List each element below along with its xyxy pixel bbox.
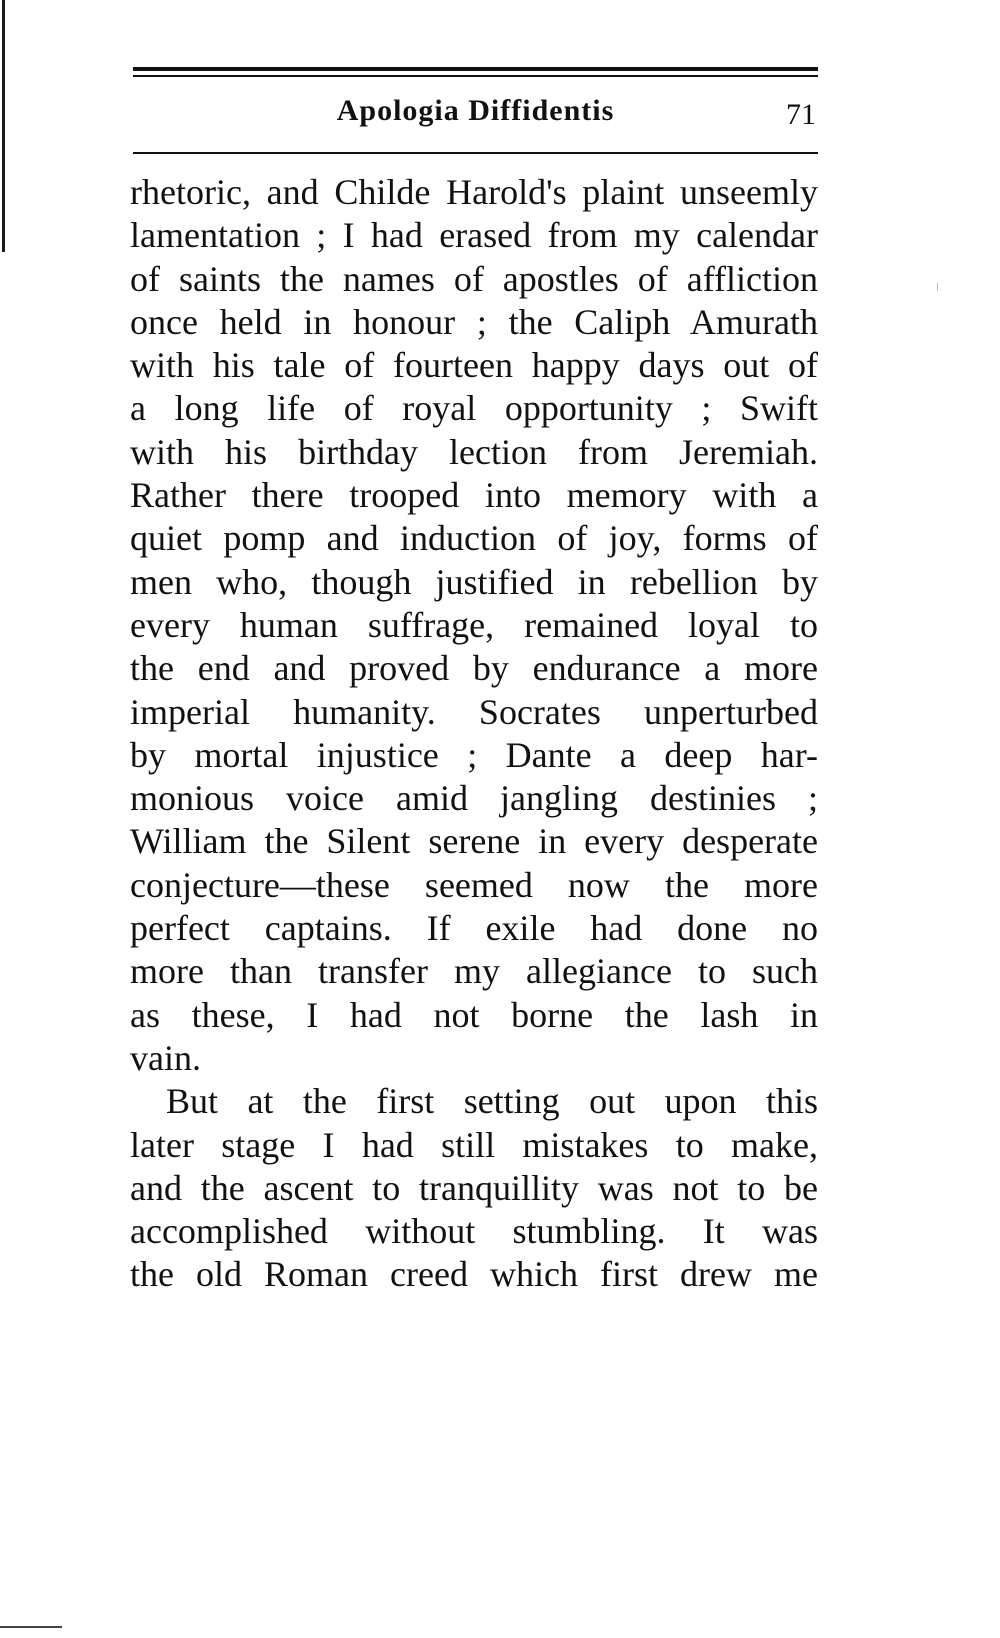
header-rule-bottom xyxy=(133,152,818,154)
text-line: perfect captains. If exile had done no xyxy=(130,908,818,949)
body-text xyxy=(130,171,818,1297)
paragraph-1 xyxy=(130,171,818,1080)
text-line: of saints the names of apostles of affliction xyxy=(130,258,818,299)
text-line: lamentation ; I had erased from my calendar xyxy=(130,215,818,256)
header-rule-thin xyxy=(133,75,818,77)
text-line: a long life of royal opportunity ; Swift xyxy=(130,388,818,429)
paragraph-2 xyxy=(130,1080,818,1296)
text-line: the end and proved by endurance a more xyxy=(130,648,818,689)
page-speck xyxy=(937,283,938,291)
text-line: accomplished without stumbling. It was xyxy=(130,1211,818,1252)
text-line: vain. xyxy=(130,1037,201,1078)
text-line: Rather there trooped into memory with a xyxy=(130,475,818,516)
text-line: monious voice amid jangling destinies ; xyxy=(130,778,818,819)
text-line: the old Roman creed which first drew me xyxy=(130,1254,818,1295)
text-line: later stage I had still mistakes to make, xyxy=(130,1124,818,1165)
text-line: every human suffrage, remained loyal to xyxy=(130,604,818,645)
text-line: But at the first setting out upon this xyxy=(166,1081,818,1122)
running-title: Apologia Diffidentis xyxy=(336,94,615,127)
text-line: with his birthday lection from Jeremiah. xyxy=(130,431,818,472)
page-left-edge xyxy=(2,0,5,252)
page-header xyxy=(133,92,818,142)
text-line: with his tale of fourteen happy days out of xyxy=(130,345,818,386)
page-number: 71 xyxy=(786,98,816,131)
text-line: once held in honour ; the Caliph Amurath xyxy=(130,301,818,342)
text-line: conjecture—these seemed now the more xyxy=(130,864,818,905)
text-line: rhetoric, and Childe Harold's plaint unseemly xyxy=(130,172,818,212)
text-line: by mortal injustice ; Dante a deep har- xyxy=(130,734,818,775)
text-line: imperial humanity. Socrates unperturbed xyxy=(130,691,818,732)
page-bottom-edge xyxy=(0,1626,62,1628)
header-rule-thick xyxy=(133,67,818,71)
text-line: quiet pomp and induction of joy, forms of xyxy=(130,518,818,559)
text-line: William the Silent serene in every desperate xyxy=(130,821,818,862)
text-line: men who, though justified in rebellion by xyxy=(130,561,818,602)
text-line: and the ascent to tranquillity was not to be xyxy=(130,1167,818,1208)
text-line: more than transfer my allegiance to such xyxy=(130,951,818,992)
text-line: as these, I had not borne the lash in xyxy=(130,994,818,1035)
